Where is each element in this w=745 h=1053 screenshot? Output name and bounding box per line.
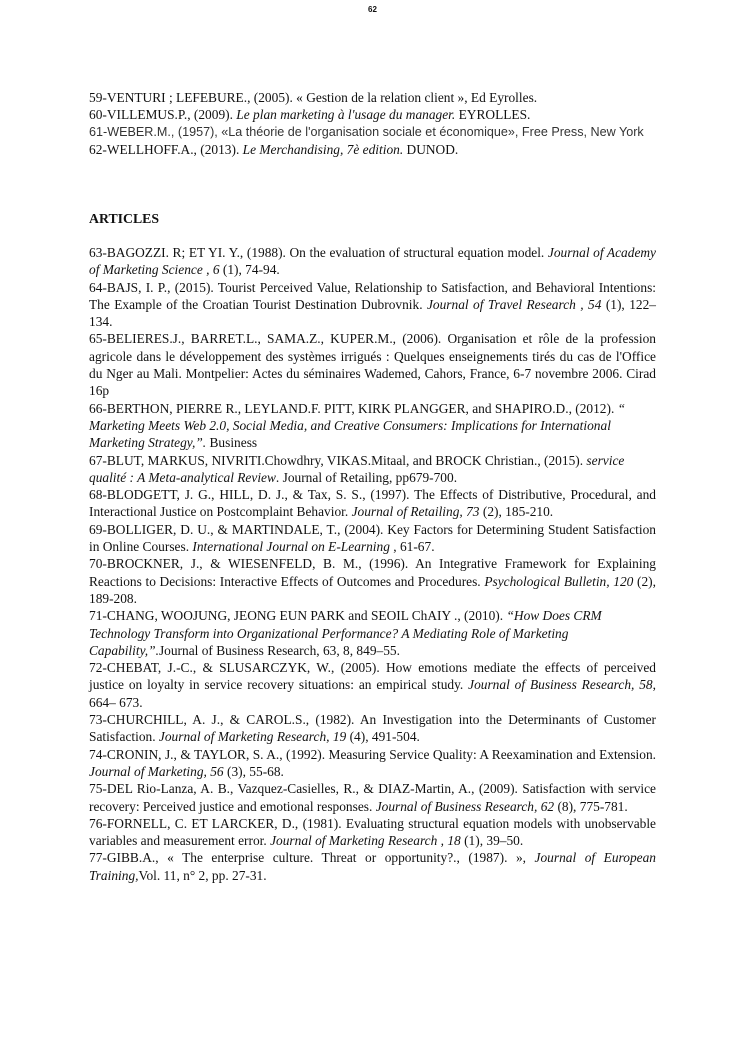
reference-text: 66-BERTHON, PIERRE R., LEYLAND.F. PITT, KIRK PLANGGER, and SHAPIRO.D., (2012). xyxy=(89,400,618,416)
reference-text: Business xyxy=(206,435,258,451)
reference-source-italic: Le plan marketing à l'usage du manager. xyxy=(236,107,456,123)
reference-text: 63-BAGOZZI. R; ET YI. Y., (1988). On the evaluation of structural equation model. xyxy=(89,245,548,260)
reference-source-italic: “ Marketing Meets Web 2.0, Social Media, and Creative Consumers: Implications for International Marketing Strategy,”. xyxy=(89,400,626,451)
reference-source-italic: Journal of Marketing, 56 xyxy=(89,763,224,779)
reference-source-italic: service qualité : A Meta-analytical Review xyxy=(89,452,625,485)
reference-text: 68-BLODGETT, J. G., HILL, D. J., & Tax, S. S., (1997). The Effects of Distributive, Procedural, and Interactional Justice on Postcomplaint Behavior. xyxy=(89,487,656,520)
reference-text: 73-CHURCHILL, A. J., & CAROL.S., (1982). An Investigation into the Determinants of Customer Satisfaction. xyxy=(89,712,656,745)
reference-59 xyxy=(89,89,656,106)
reference-64 xyxy=(89,279,656,331)
reference-source-italic: Journal of Business Research, 62 xyxy=(375,798,555,814)
reference-text: 60-VILLEMUS.P., (2009). xyxy=(89,107,237,123)
reference-source-italic: Journal of Academy of Marketing Science , 6 xyxy=(89,245,656,278)
reference-67 xyxy=(89,452,656,487)
reference-text: (2), 185-210. xyxy=(479,504,554,520)
reference-text: 64-BAJS, I. P., (2015). Tourist Perceived Value, Relationship to Satisfaction, and Behavioral Intentions: The Example of the Croatian Tourist Destination Dubrovnik. xyxy=(89,279,656,312)
reference-text: , 664– 673. xyxy=(89,677,656,710)
reference-text: Journal of Business Research, 63, 8, 849–55. xyxy=(158,642,400,658)
reference-text: (3), 55-68. xyxy=(223,763,284,779)
reference-73 xyxy=(89,711,656,746)
reference-text: 59-VENTURI ; LEFEBURE., (2005). « Gestion de la relation client », Ed Eyrolles. xyxy=(89,90,538,105)
reference-source-italic: Journal of Travel Research , 54 xyxy=(426,296,602,312)
reference-text: 67-BLUT, MARKUS, NIVRITI.Chowdhry, VIKAS.Mitaal, and BROCK Christian., (2015). xyxy=(89,452,587,468)
reference-66 xyxy=(89,400,656,452)
reference-text: (2), 189-208. xyxy=(89,573,656,606)
reference-source-italic: Journal of Marketing Research, 19 xyxy=(158,729,347,745)
reference-source-italic: International Journal on E-Learning xyxy=(192,539,390,555)
reference-text: 65-BELIERES.J., BARRET.L., SAMA.Z., KUPER.M., (2006). Organisation et rôle de la profession agricole dans le développement des systèmes irrigués : Quelques enseignements tirés du cas de l'Office du Nger au Mali. Montpelier: Actes du séminaires Wademed, Cahors, France, 6-7 novembre 2006. Cirad 16p xyxy=(89,331,656,399)
books-reference-list xyxy=(89,89,656,158)
reference-text: (1), 74-94. xyxy=(219,262,280,278)
reference-text: (1), 122–134. xyxy=(89,296,656,330)
reference-source-italic: Psychological Bulletin, 120 xyxy=(484,573,634,589)
reference-text: (1), 39–50. xyxy=(460,833,524,849)
reference-68 xyxy=(89,486,656,521)
reference-source-italic: Journal of Marketing Research , 18 xyxy=(270,833,461,849)
reference-62 xyxy=(89,141,656,158)
reference-text: 61-WEBER.M., (1957), «La théorie de l'organisation sociale et économique», Free Press, New York xyxy=(89,124,644,139)
reference-60 xyxy=(89,106,656,123)
reference-source-italic: Journal of Business Research, 58 xyxy=(468,677,653,693)
reference-text: EYROLLES. xyxy=(455,107,531,123)
section-title-articles: ARTICLES xyxy=(89,211,160,226)
reference-76 xyxy=(89,815,656,850)
reference-77 xyxy=(89,849,656,884)
reference-text: DUNOD. xyxy=(403,141,459,157)
reference-text: 71-CHANG, WOOJUNG, JEONG EUN PARK and SEOIL ChAIY ., (2010). xyxy=(89,608,507,624)
reference-text: 70-BROCKNER, J., & WIESENFELD, B. M., (1996). An Integrative Framework for Explaining Reactions to Decisions: Interactive Effects of Outcomes and Procedures. xyxy=(89,556,656,589)
reference-text: 72-CHEBAT, J.-C., & SLUSARCZYK, W., (2005). How emotions mediate the effects of perceived justice on loyalty in service recovery situations: an empirical study. xyxy=(89,660,656,693)
reference-70 xyxy=(89,555,656,607)
reference-text: 69-BOLLIGER, D. U., & MARTINDALE, T., (2004). Key Factors for Determining Student Satisfaction in Online Courses. xyxy=(89,521,656,555)
reference-source-italic: Le Merchandising, 7è edition. xyxy=(242,141,404,157)
reference-source-italic: “How Does CRM Technology Transform into Organizational Performance? A Mediating Role of Marketing Capability,”. xyxy=(89,608,602,658)
reference-text: 74-CRONIN, J., & TAYLOR, S. A., (1992). Measuring Service Quality: A Reexamination and Extension. xyxy=(89,746,656,762)
reference-source-italic: Journal of European Training, xyxy=(89,850,656,883)
reference-text: (4), 491-504. xyxy=(346,729,420,745)
reference-71 xyxy=(89,607,656,659)
articles-reference-list xyxy=(89,244,656,884)
reference-text: 75-DEL Rio-Lanza, A. B., Vazquez-Casielles, R., & DIAZ-Martin, A., (2009). Satisfaction with service recovery: Perceived justice and emotional responses. xyxy=(89,781,656,814)
reference-text: 62-WELLHOFF.A., (2013). xyxy=(89,141,243,157)
reference-text: Vol. 11, n° 2, pp. 27-31. xyxy=(138,867,267,883)
reference-text: . Journal of Retailing, pp679-700. xyxy=(275,469,458,485)
reference-75 xyxy=(89,780,656,815)
reference-74 xyxy=(89,746,656,781)
reference-63 xyxy=(89,244,656,279)
reference-text: 76-FORNELL, C. ET LARCKER, D., (1981). Evaluating structural equation models with unobservable variables and measurement error. xyxy=(89,815,656,849)
reference-65 xyxy=(89,330,656,399)
reference-72 xyxy=(89,659,656,711)
reference-69 xyxy=(89,521,656,556)
reference-text: 77-GIBB.A., « The enterprise culture. Threat or opportunity?., (1987). », xyxy=(89,850,535,866)
reference-61 xyxy=(89,124,656,141)
reference-text: (8), 775-781. xyxy=(554,798,628,814)
reference-source-italic: Journal of Retailing, 73 xyxy=(351,504,480,520)
reference-text: , 61-67. xyxy=(389,539,435,555)
page-number: 62 xyxy=(368,5,377,14)
